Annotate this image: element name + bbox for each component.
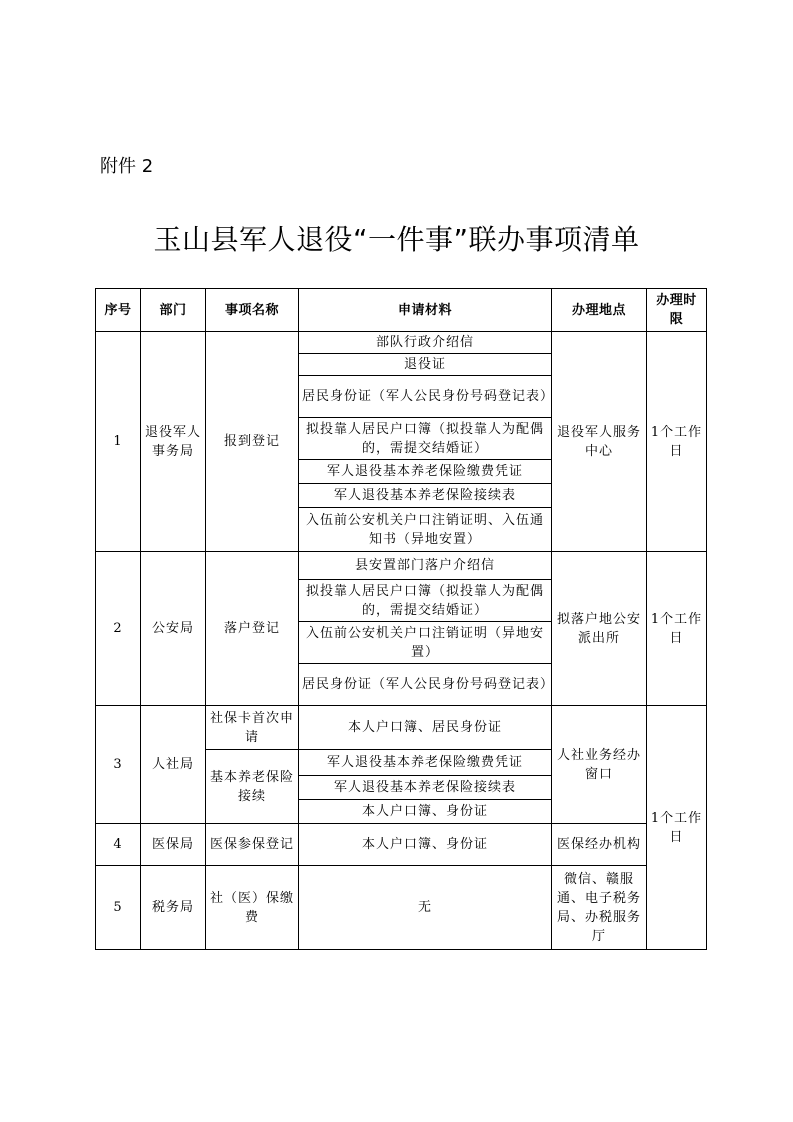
header-materials: 申请材料	[299, 289, 552, 332]
header-no: 序号	[96, 289, 141, 332]
row-item: 社（医）保缴费	[206, 866, 299, 950]
attachment-label: 附件 2	[100, 156, 154, 177]
material-cell: 居民身份证（军人公民身份号码登记表）	[299, 376, 552, 418]
row-no: 3	[96, 706, 141, 824]
material-cell: 退役证	[299, 354, 552, 376]
row-item: 医保参保登记	[206, 824, 299, 866]
row-item: 社保卡首次申请	[206, 706, 299, 750]
row-location: 人社业务经办窗口	[552, 706, 647, 824]
material-cell: 部队行政介绍信	[299, 332, 552, 354]
material-cell: 军人退役基本养老保险缴费凭证	[299, 750, 552, 776]
header-dept: 部门	[141, 289, 206, 332]
row-location: 退役军人服务中心	[552, 332, 647, 552]
row-item: 落户登记	[206, 552, 299, 706]
row-location: 微信、赣服通、电子税务局、办税服务厅	[552, 866, 647, 950]
row-dept: 退役军人事务局	[141, 332, 206, 552]
material-cell: 拟投靠人居民户口簿（拟投靠人为配偶的，需提交结婚证）	[299, 580, 552, 622]
page-title: 玉山县军人退役“一件事”联办事项清单	[153, 223, 640, 256]
material-cell: 无	[299, 866, 552, 950]
row-time: 1个工作日	[647, 332, 707, 552]
row-location: 医保经办机构	[552, 824, 647, 866]
row-dept: 公安局	[141, 552, 206, 706]
row-no: 2	[96, 552, 141, 706]
row-dept: 人社局	[141, 706, 206, 824]
table-row	[96, 552, 707, 580]
row-dept: 医保局	[141, 824, 206, 866]
material-cell: 县安置部门落户介绍信	[299, 552, 552, 580]
table-row	[96, 866, 707, 950]
material-cell: 军人退役基本养老保险接续表	[299, 776, 552, 800]
row-item: 报到登记	[206, 332, 299, 552]
table-row	[96, 706, 707, 750]
row-no: 4	[96, 824, 141, 866]
items-table	[95, 288, 707, 950]
material-cell: 入伍前公安机关户口注销证明、入伍通知书（异地安置）	[299, 508, 552, 552]
material-cell: 居民身份证（军人公民身份号码登记表）	[299, 664, 552, 706]
table-header-row	[96, 289, 707, 332]
row-time: 1个工作日	[647, 552, 707, 706]
row-location: 拟落户地公安派出所	[552, 552, 647, 706]
material-cell: 本人户口簿、身份证	[299, 824, 552, 866]
material-cell: 入伍前公安机关户口注销证明（异地安置）	[299, 622, 552, 664]
material-cell: 军人退役基本养老保险缴费凭证	[299, 460, 552, 484]
material-cell: 军人退役基本养老保险接续表	[299, 484, 552, 508]
material-cell: 本人户口簿、身份证	[299, 800, 552, 824]
header-time: 办理时限	[647, 289, 707, 332]
material-cell: 本人户口簿、居民身份证	[299, 706, 552, 750]
table-row	[96, 824, 707, 866]
row-no: 1	[96, 332, 141, 552]
row-time: 1个工作日	[647, 706, 707, 950]
row-dept: 税务局	[141, 866, 206, 950]
header-item: 事项名称	[206, 289, 299, 332]
row-no: 5	[96, 866, 141, 950]
row-item: 基本养老保险接续	[206, 750, 299, 824]
header-location: 办理地点	[552, 289, 647, 332]
table-row	[96, 332, 707, 354]
material-cell: 拟投靠人居民户口簿（拟投靠人为配偶的，需提交结婚证）	[299, 418, 552, 460]
